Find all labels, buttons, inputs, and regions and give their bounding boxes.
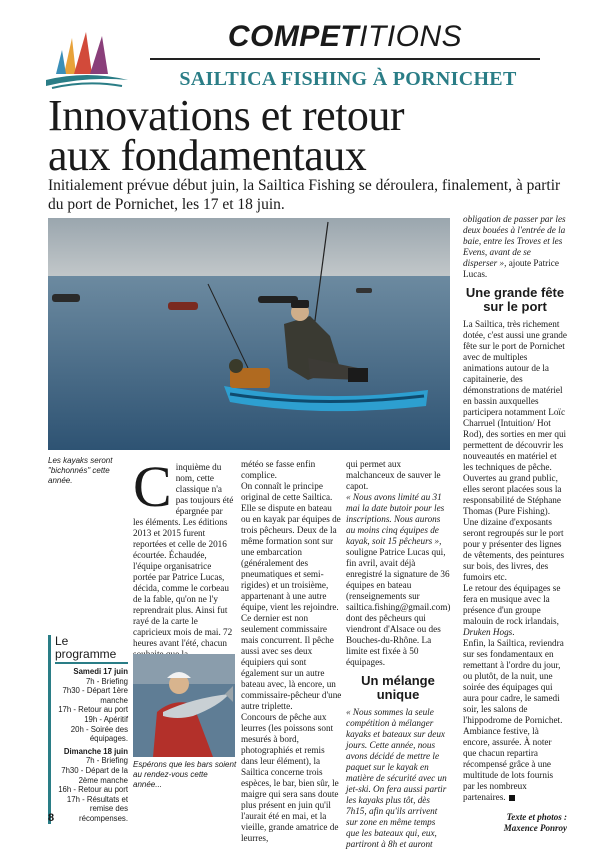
programme-title: Le programme — [55, 635, 128, 664]
col3-quote1: « Nous avons limité au 31 mai la date butoir pour les inscriptions. Nous aurons au moins cinq équipes de kayak, soit 15 pêcheurs », — [346, 492, 445, 546]
article-column-1 — [133, 454, 235, 660]
headline-line1: Innovations et retour — [48, 91, 405, 140]
main-photo-caption: Les kayaks seront "bichonnés" cette année. — [48, 456, 113, 485]
subtitle-fete: Une grande fête sur le port — [465, 285, 565, 314]
col3-quote2: « Nous sommes la seule compétition à mélanger kayaks et bateaux sur deux jours. Cette année, nous avons décidé de mettre le paquet sur le kayak en matière de sécurité avec un jet-ski. On fera aussi partir les kayaks plus tôt, dès 7h15, afin qu'ils arrivent sur zone en même temps que les bateaux qui, eux, partiront à 8h et auront — [346, 707, 447, 849]
col4-p2a: Le retour des équipages se fera en musique avec la présence d'un groupe malouin de rock irlandais, — [463, 583, 561, 626]
article-column-4: obligation de passer par les deux bouées à l'entrée de la baie, entre les Troves et les Evens, avant de se disperser », ajoute Patrice Lucas. Une grande fête sur le port La Sailtica, très richement dotée, c'est aussi une grande fête sur le port de Pornichet avec de multiples animations autour de la capitainerie, des démonstrations de matériel en bassin auxquelles participera notamment Loïc Charruel (Intuition/ Hot Rod), des sorties en mer qui permettent de découvrir les nouveautés en matériel et les techniques de pêche. Ouvertes au grand public, elles seront placées sous la responsabilité de Stéphane Thomas (Pure Fishing). Une dizaine d'exposants seront regroupés sur le port pour y présenter des lignes de vêtements, des peintures sur bois, des livres, des fumoirs etc. Le retour des équipages se fera en musique avec la présence d'un groupe malouin de rock irlandais, Druken Hogs. Enfin, la Sailtica, reviendra sur ses fondamentaux en remettant à l'ordre du jour, ou plutôt, de la nuit, une soirée des équipages qui aura pour cadre, le samedi soir, les salons de l'hippodrome de Pornichet. Ambiance festive, là encore, assurée. À noter que chacun repartira récompensé grâce à une multitude de lots fournis par les nombreux partenaires. — [463, 214, 567, 802]
subhead: SAILTICA FISHING À PORNICHET — [179, 68, 517, 90]
article-column-2 — [241, 459, 343, 844]
programme-item: 17h - Résultats et remise des récompenses. — [66, 794, 128, 823]
small-photo-caption: Espérons que les bars soient au rendez-vous cette année... — [133, 760, 237, 789]
credit — [463, 812, 567, 834]
rubric-rule — [150, 58, 540, 60]
programme-day1: Samedi 17 juin — [73, 667, 128, 676]
col4-p1: La Sailtica, très richement dotée, c'est aussi une grande fête sur le port de Pornichet avec de multiples animations autour de la capitainerie, des démonstrations de matériel en bassin auxquelles participera notamment Loïc Charruel (Intuition/ Hot Rod), des sorties en mer qui permettent de découvrir les nouveautés en matériel et les techniques de pêche. Ouvertes au grand public, elles seront placées sous la responsabilité de Stéphane Thomas (Pure Fishing). Une dizaine d'exposants seront regroupés sur le port pour y présenter des lignes de vêtements, des peintures sur bois, des livres, des fumoirs etc. — [463, 319, 567, 582]
sailtica-logo — [42, 30, 132, 92]
col3-p2: souligne Patrice Lucas qui, fin avril, avait déjà enregistré la signature de 36 équipes en bateau (renseignements sur sailtica.fishing@gmail.com) dont des pêcheurs qui viendront d'Alsace ou des Bouches-du-Rhône. La limite est fixée à 50 équipages. — [346, 547, 451, 667]
headline-line2: aux fondamentaux — [48, 131, 367, 180]
programme-item: 16h - Retour au port — [58, 785, 128, 795]
credit-line2: Maxence Ponroy — [503, 823, 567, 833]
headline — [48, 91, 568, 180]
section-rubric — [150, 22, 540, 52]
page-number: 8 — [48, 812, 55, 824]
fisherman-photo — [133, 654, 235, 757]
end-mark — [509, 795, 515, 801]
programme-box — [48, 635, 128, 824]
rubric-light: ITIONS — [359, 20, 463, 53]
col2-p1: météo se fasse enfin complice. — [241, 459, 316, 480]
article-column-3 — [346, 459, 450, 849]
programme-item: 17h - Retour au port — [58, 705, 128, 715]
programme-item: 19h - Apéritif — [84, 714, 128, 724]
subtitle-melange: Un mélange unique — [361, 673, 435, 702]
col3-p1: qui permet aux malchanceux de sauver le capot. — [346, 459, 441, 491]
programme-day2: Dimanche 18 juin — [63, 746, 128, 756]
col4-p3: Enfin, la Sailtica, reviendra sur ses fondamentaux en remettant à l'ordre du jour, ou plutôt, de la nuit, une soirée des équipages qui aura pour cadre, le samedi soir, les salons de l'hippodrome de Pornichet. Ambiance festive, là encore, assurée. À noter que chacun repartira récompensé grâce à une multitude de lots fournis par les nombreux partenaires. — [463, 638, 564, 802]
col4-attribution: ajoute Patrice Lucas. — [463, 258, 559, 279]
programme-item: 7h - Briefing — [85, 676, 128, 686]
drop-cap: C — [133, 454, 172, 519]
programme-item: 7h30 - Départ 1ère manche — [62, 686, 128, 705]
programme-item: 7h30 - Départ de la 2ème manche — [61, 765, 128, 785]
credit-line1: Texte et photos : — [506, 812, 567, 822]
rubric-bold: COMPET — [227, 20, 360, 53]
programme-item: 20h - Soirée des équipages. — [70, 724, 128, 744]
col2-p4: Concours de pêche aux leurres (les poissons sont mesurés à bord, photographiés et remis dans leur élément), la Sailtica concerne trois espèces, le bar, bien sûr, le maigre qui sera sans doute plus présent en juin qu'il l'aurait été en mai, et la vieille, grande amatrice de leurres, — [241, 712, 339, 843]
col2-p3: Ce dernier est non seulement commissaire mais concurrent. Il pêche aussi avec ses deux équipiers qui sont également sur un autre bateau avec, là encore, un commissaire-pêcheur d'une autre triplette. — [241, 613, 342, 711]
intro-paragraph: Initialement prévue début juin, la Sailtica Fishing se déroulera, finalement, à partir du port de Pornichet, les 17 et 18 juin. — [48, 177, 561, 213]
col2-p2: On connaît le principe original de cette Sailtica. Elle se dispute en bateau ou en kayak par équipes de trois pêcheurs. Deux de la même formation sont sur une embarcation (généralement des pneumatiques et semi-rigides) et un troisième, appartenant à une autre équipe, vient les rejoindre. — [241, 481, 341, 612]
main-photo-kayak — [48, 218, 450, 450]
col4-p2b: Druken Hogs — [463, 627, 513, 637]
col4-quote-end: obligation de passer par les deux bouées à l'entrée de la baie, entre les Troves et les Evens, avant de se disperser », — [463, 214, 566, 268]
programme-item: 7h - Briefing — [85, 756, 128, 766]
col1-text: inquième du nom, cette classique n'a pas toujours été épargnée par les éléments. Les éditions 2013 et 2015 furent reportées et celle de 2016 écourtée. Échaudée, l'équipe organisatrice portée par Patrice Lucas, décida, comme le corbeau de la fable, qu'on ne l'y reprendrait plus. Ainsi fut rayé de la carte le capricieux mois de mai. 72 heures avant l'été, chacun — [133, 462, 234, 648]
